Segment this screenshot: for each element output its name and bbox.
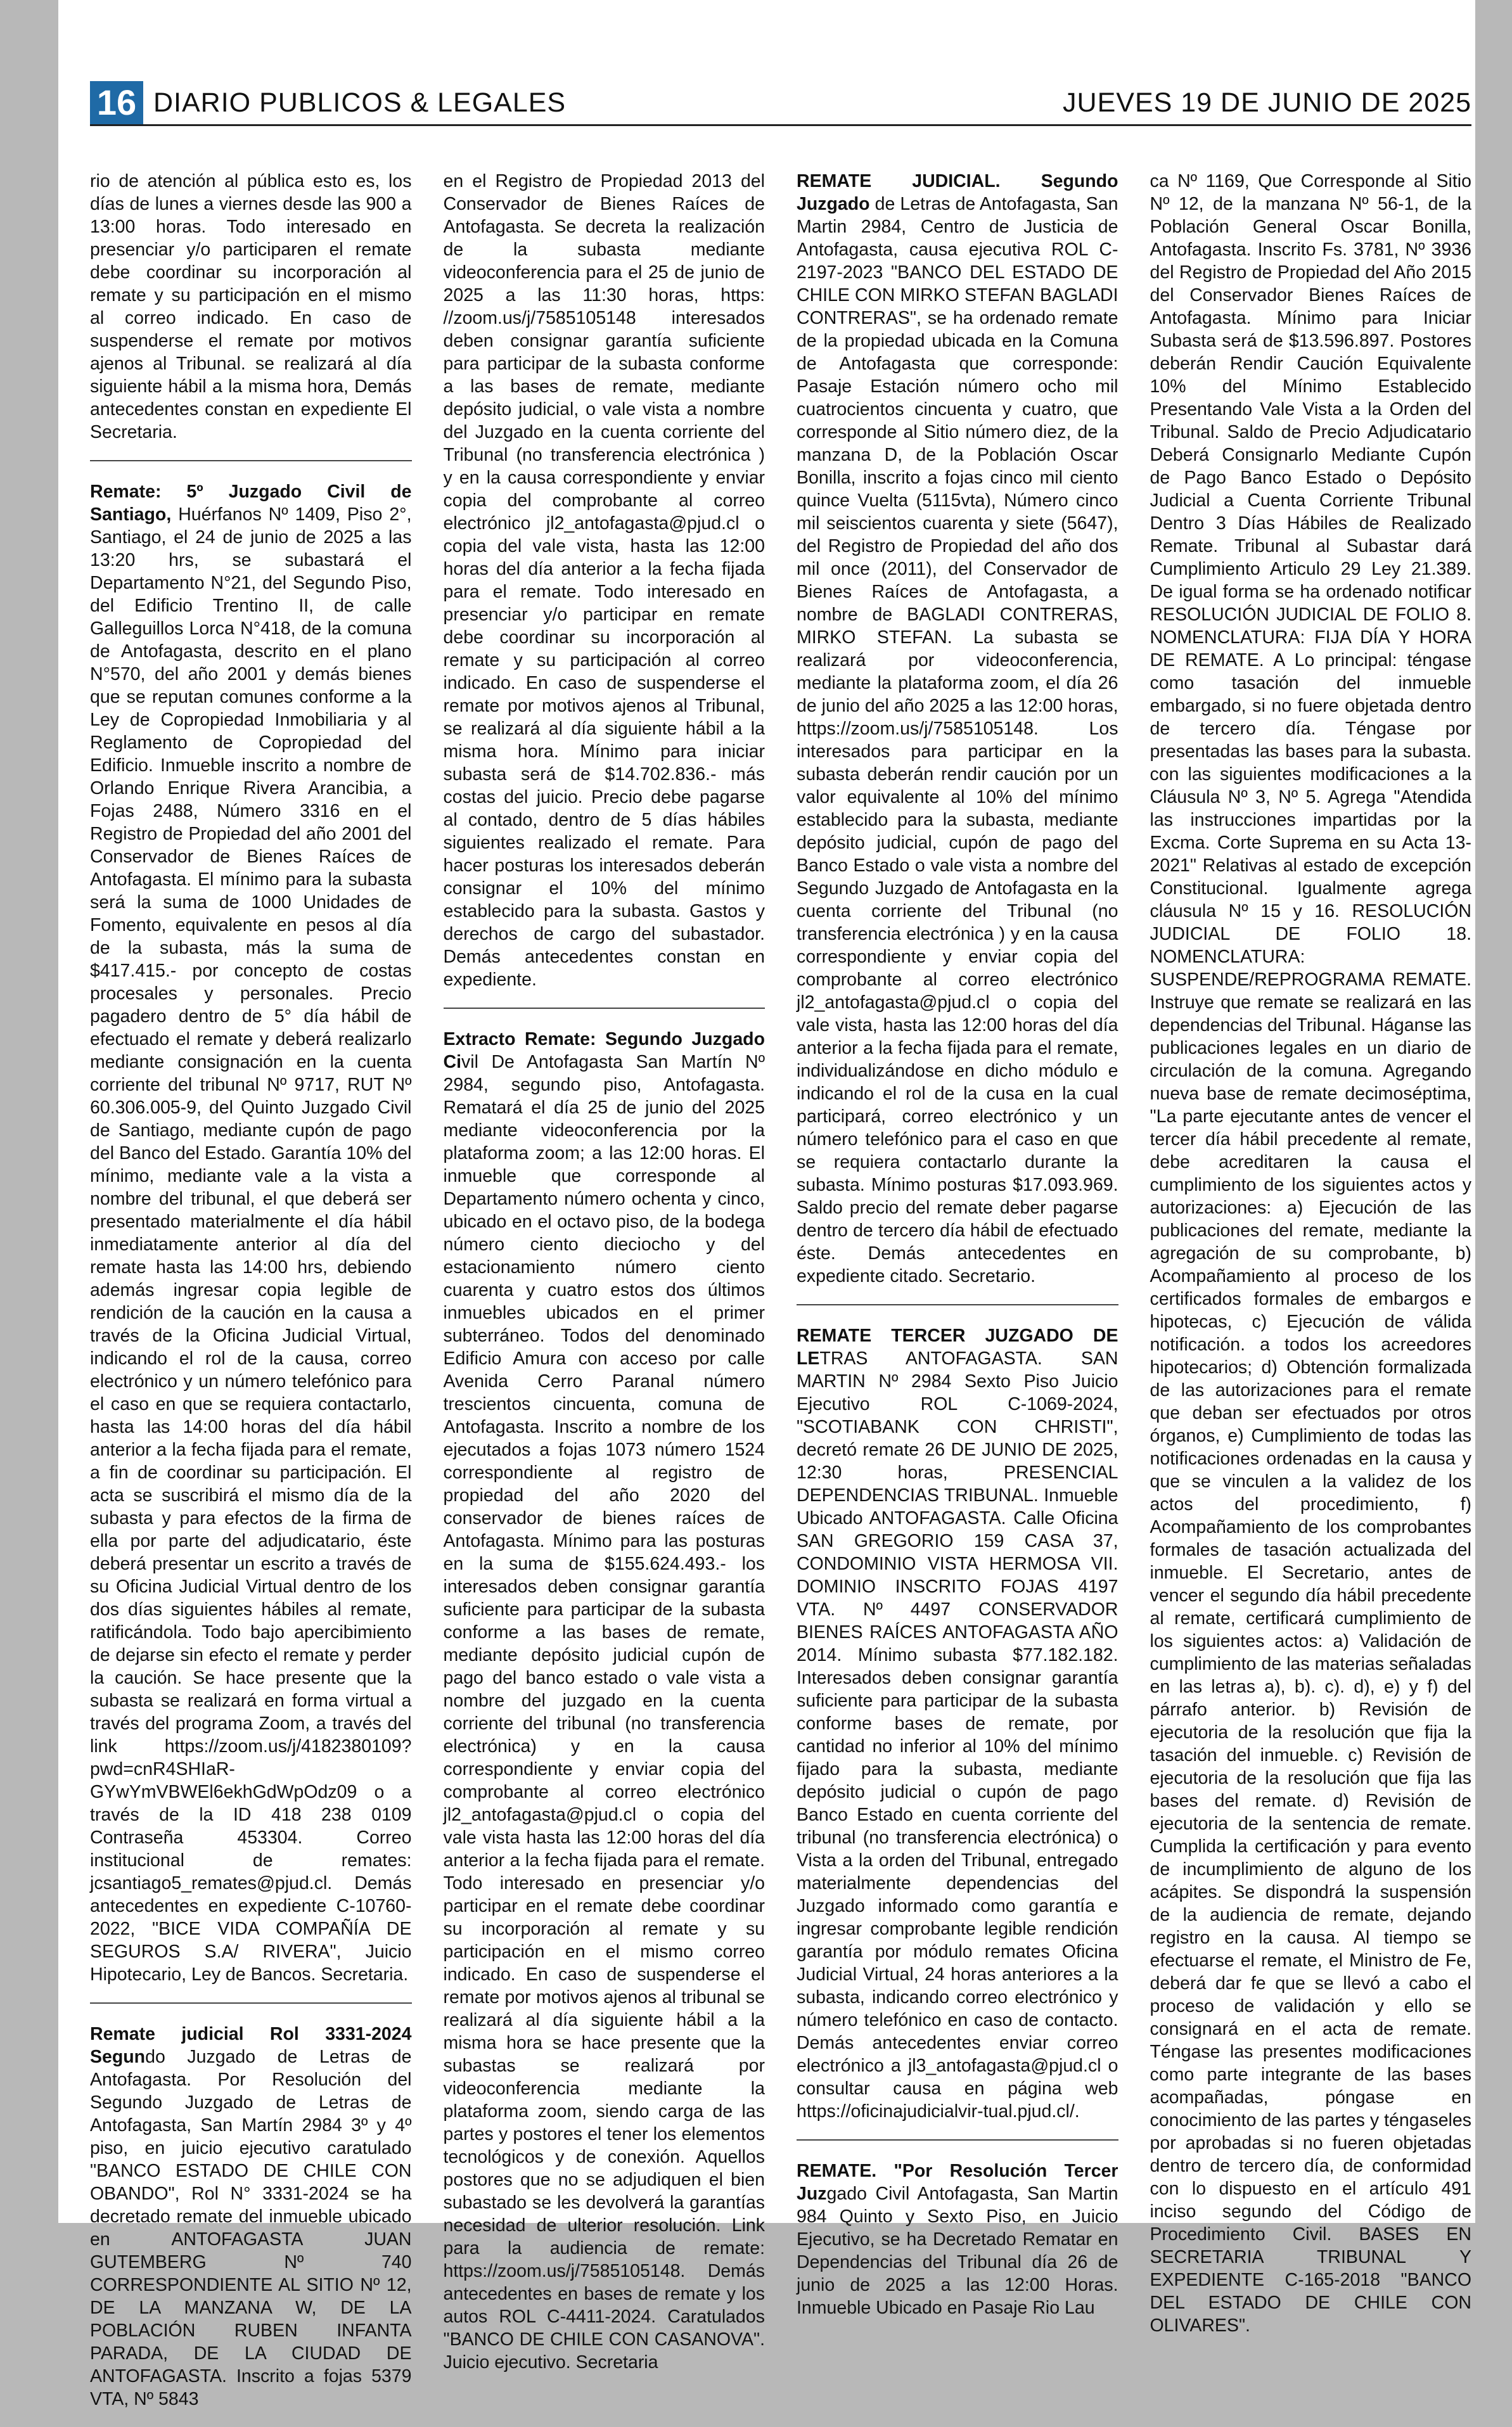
notice-separator <box>90 2002 412 2004</box>
notices-columns <box>90 170 1471 2409</box>
notice <box>797 170 1118 1288</box>
notice-body: vil De Antofagasta San Martín Nº 2984, segundo piso, Antofagasta. Rematará el día 25 de junio del 2025 mediante videoconferencia por la plataforma zoom; a las 12:00 horas. El inmueble que corresponde al Departamento número ochenta y cinco, ubicado en el octavo piso, de la bodega número ciento dieciocho y del estacionamiento número ciento cuarenta y cuatro estos dos últimos inmuebles ubicados en el primer subterráneo. Todos del denominado Edificio Amura con acceso por calle Avenida Cerro Paranal número trescientos cincuenta, comuna de Antofagasta. Inscrito a nombre de los ejecutados a fojas 1073 número 1524 correspondiente al registro de propiedad del año 2020 del conservador de bienes raíces de Antofagasta. Mínimo para las posturas en la suma de $155.624.493.- los interesados deben consignar garantía suficiente para participar de la subasta conforme a las bases de remate, mediante depósito judicial cupón de pago del banco estado o vale vista a nombre del juzgado en la cuenta corriente del tribunal (no transferencia electrónica) y en la causa correspondiente y enviar copia del comprobante al correo electrónico jl2_antofagasta@pjud.cl o copia del vale vista hasta las 12:00 horas del día anterior a la fecha fijada para el remate. Todo interesado en presenciar y/o participar en el remate debe coordinar su incorporación al remate y su participación en el mismo correo indicado. En caso de suspenderse el remate por motivos ajenos al tribunal se realizará al día siguiente hábil a la misma hora se hace presente que la subastas se realizará por videoconferencia mediante la plataforma zoom, siendo carga de las partes y postores el tener los elementos tecnológicos y de conexión. Aquellos postores que no se adjudiquen el bien subastado se les devolverá la garantías necesidad de ulterior resolución. Link para la audiencia de remate: https://zoom.us/j/7585105148. Demás antecedentes en bases de remate y los autos ROL C-4411-2024. Caratulados "BANCO DE CHILE CON CASANOVA". Juicio ejecutivo. Secretaria <box>443 1052 765 2373</box>
notice-title: Remate: 5º Juzgado Civil de Santiago, <box>90 482 412 525</box>
publication-name: DIARIO PUBLICOS & LEGALES <box>153 87 567 118</box>
notice-body: TRAS ANTOFAGASTA. SAN MARTIN Nº 2984 Sexto Piso Juicio Ejecutivo ROL C-1069-2024, "SCOTIABANK CON CHRISTI", decretó remate 26 DE JUNIO DE 2025, 12:30 horas, PRESENCIAL DEPENDENCIAS TRIBUNAL. Inmueble Ubicado ANTOFAGASTA. Calle Oficina SAN GREGORIO 159 CASA 37, CONDOMINIO VISTA HERMOSA VII. DOMINIO INSCRITO FOJAS 4197 VTA. Nº 4497 CONSERVADOR BIENES RAÍCES ANTOFAGASTA AÑO 2014. Mínimo subasta $77.182.182. Interesados deben consignar garantía suficiente para participar de la subasta conforme bases de remate, por cantidad no inferior al 10% del mínimo fijado para la subasta, mediante depósito judicial o cupón de pago Banco Estado en cuenta corriente del tribunal (no transferencia electrónica) o Vista a la orden del Tribunal, entregado materialmente dependencias del Juzgado informado como garantía e ingresar comprobante legible rendición garantía por módulo remates Oficina Judicial Virtual, 24 horas anteriores a la subasta, indicando correo electrónico y número telefónico en caso de contacto. Demás antecedentes enviar correo electrónico a jl3_antofagasta@pjud.cl o consultar causa en página web https://oficinajudicialvir-tual.pjud.cl/. <box>797 1348 1118 2122</box>
notice <box>90 2023 412 2411</box>
notice-body: do Juzgado de Letras de Antofagasta. Por Resolución del Segundo Juzgado de Letras de Antofagasta, San Martín 2984 3º y 4º piso, en juicio ejecutivo caratulado "BANCO ESTADO DE CHILE CON OBANDO", Rol N° 3331-2024 se ha decretado remate del inmueble ubicado en ANTOFAGASTA JUAN GUTEMBERG Nº 740 CORRESPONDIENTE AL SITIO Nº 12, DE LA MANZANA W, DE LA POBLACIÓN RUBEN INFANTA PARADA, DE LA CIUDAD DE ANTOFAGASTA. Inscrito a fojas 5379 VTA, Nº 5843 <box>90 2047 412 2409</box>
notice-title: REMATE. "Por Resolución Tercer Juz <box>797 2161 1118 2204</box>
notice-continuation: ca Nº 1169, Que Corresponde al Sitio Nº 12, de la manzana Nº 56-1, de la Población General Oscar Bonilla, Antofagasta. Inscrito Fs. 3781, Nº 3936 del Registro de Propiedad del Año 2015 del Conservador Bienes Raíces de Antofagasta. Mínimo para Iniciar Subasta será de $13.596.897. Postores deberán Rendir Caución Equivalente 10% del Mínimo Establecido Presentando Vale Vista a la Orden del Tribunal. Saldo de Precio Adjudicatario Deberá Consignarlo Mediante Cupón de Pago Banco Estado o Depósito Judicial a Cuenta Corriente Tribunal Dentro 3 Días Hábiles de Realizado Remate. Tribunal al Subastar dará Cumplimiento Articulo 29 Ley 21.389. De igual forma se ha ordenado notificar RESOLUCIÓN JUDICIAL DE FOLIO 8. NOMENCLATURA: FIJA DÍA Y HORA DE REMATE. A Lo principal: téngase como tasación del inmueble embargado, si no fuere objetada dentro de tercero día. Téngase por presentadas las bases para la subasta. con las siguientes modificaciones a la Cláusula Nº 3, Nº 5. Agrega "Atendida las instrucciones impartidas por la Excma. Corte Suprema en su Acta 13-2021" Relativas al estado de excepción Constitucional. Igualmente agrega cláusula Nº 15 y 16. RESOLUCIÓN JUDICIAL DE FOLIO 18. NOMENCLATURA: SUSPENDE/REPROGRAMA REMATE. Instruye que remate se realizará en las dependencias del Tribunal. Háganse las publicaciones legales en un diario de circulación de la comuna. Agregando nueva base de remate decimoséptima, "La parte ejecutante antes de vencer el tercer día hábil precedente al remate, debe acreditaren la causa el cumplimiento de los siguientes actos y autorizaciones: a) Ejecución de las publicaciones del remate, mediante la agregación de su comprobante, b) Acompañamiento al proceso de los certificados formales de embargos e hipotecas, c) Ejecución de válida notificación. a todos los acreedores hipotecarios; d) Obtención formalizada de las autorizaciones para el remate que deban ser efectuados por otros órganos, e) Cumplimiento de todas las notificaciones ordenadas en la causa y que se vinculen a la validez de los actos del procedimiento, f) Acompañamiento de los comprobantes formales de tasación actualizada del inmueble. El Secretario, antes de vencer el segundo día hábil precedente al remate, certificará cumplimiento de los siguientes actos: a) Validación de cumplimiento de las materias señaladas en las letras a), b). c). d), e) y f) del párrafo anterior. b) Revisión de ejecutoria de la resolución que fija la tasación del inmueble. c) Revisión de ejecutoria de la resolución que fija las bases del remate. d) Revisión de ejecutoria de la sentencia de remate. Cumplida la certificación y para evento de incumplimiento de alguno de los acápites. Se dispondrá la suspensión de la audiencia de remate, dejando registro en la causa. Al tiempo se efectuarse el remate, el Ministro de Fe, deberá dar fe que se llevó a cabo el proceso de validación y ello se consignará en el acta de remate. Téngase las presentes modificaciones como parte integrante de las bases acompañadas, póngase en conocimiento de las partes y téngaseles por aprobadas si no fueren objetadas dentro de tercero día, de conformidad con lo dispuesto en el artículo 491 inciso segundo del Código de Procedimiento Civil. BASES EN SECRETARIA TRIBUNAL Y EXPEDIENTE C-165-2018 "BANCO DEL ESTADO DE CHILE CON OLIVARES". <box>1150 171 1471 2336</box>
notice-body: Huérfanos Nº 1409, Piso 2°, Santiago, el 24 de junio de 2025 a las 13:20 hrs, se subastará el Departamento N°21, del Segundo Piso, del Edificio Trentino II, de calle Galleguillos Lorca N°418, de la comuna de Antofagasta, descrito en el plano N°570, del año 2001 y demás bienes que se reputan comunes conforme a la Ley de Copropiedad Inmobiliaria y al Reglamento de Copropiedad del Edificio. Inmueble inscrito a nombre de Orlando Enrique Rivera Arancibia, a Fojas 2488, Número 3316 en el Registro de Propiedad del año 2001 del Conservador de Bienes Raíces de Antofagasta. El mínimo para la subasta será la suma de 1000 Unidades de Fomento, equivalente en pesos al día de la subasta, más la suma de $417.415.- por concepto de costas procesales y personales. Precio pagadero dentro de 5° día hábil de efectuado el remate y deberá realizarlo mediante consignación en la cuenta corriente del tribunal Nº 9717, RUT Nº 60.306.005-9, del Quinto Juzgado Civil de Santiago, mediante cupón de pago del Banco del Estado. Garantía 10% del mínimo, mediante vale a la vista a nombre del tribunal, el que deberá ser presentado materialmente el día hábil inmediatamente anterior al día del remate hasta las 14:00 hrs, debiendo además ingresar copia legible de rendición de la caución en la causa a través de la Oficina Judicial Virtual, indicando el rol de la causa, correo electrónico y un número telefónico para el caso en que se requiera contactarlo, hasta las 14:00 horas del día hábil anterior a la fecha fijada para el remate, a fin de coordinar su participación. El acta se suscribirá el mismo día de la subasta y para efectos de la firma de ella por parte del adjudicatario, éste deberá presentar un escrito a través de su Oficina Judicial Virtual dentro de los dos días siguientes hábiles al remate, ratificándola. Todo bajo apercibimiento de dejarse sin efecto el remate y perder la caución. Se hace presente que la subasta se realizará en forma virtual a través del programa Zoom, a través del link https://zoom.us/j/4182380109?pwd=cnR4SHIaR-GYwYmVBWEl6ekhGdWpOdz09 o a través de la ID 418 238 0109 Contraseña 453304. Correo institucional de remates: jcsantiago5_remates@pjud.cl. Demás antecedentes en expediente C-10760-2022, "BICE VIDA COMPAÑÍA DE SEGUROS S.A/ RIVERA", Juicio Hipotecario, Ley de Bancos. Secretaria. <box>90 504 412 1985</box>
notice-title: REMATE JUDICIAL. Segundo Juzgado <box>797 171 1118 214</box>
page-number: 16 <box>90 81 143 124</box>
notice-body: gado Civil Antofagasta, San Martin 984 Quinto y Sexto Piso, en Juicio Ejecutivo, se ha Decretado Rematar en Dependencias del Tribunal día 26 de junio de 2025 a las 12:00 Horas. Inmueble Ubicado en Pasaje Rio Lau <box>797 2184 1118 2318</box>
column-4 <box>1150 170 1472 2427</box>
publication-date: JUEVES 19 DE JUNIO DE 2025 <box>1063 87 1471 118</box>
column-3 <box>797 170 1118 2427</box>
notice-continuation: rio de atención al pública esto es, los días de lunes a viernes desde las 900 a 13:00 horas. Todo interesado en presenciar y/o participaren el remate debe coordinar su incorporación al remate y su participación en el mismo al correo indicado. En caso de suspenderse el remate por motivos ajenos al Tribunal. se realizará al día siguiente hábil a la misma hora, Demás antecedentes constan en expediente El Secretaria. <box>90 171 412 442</box>
notice <box>444 1028 766 2374</box>
notice-separator <box>797 2139 1118 2141</box>
column-2 <box>444 170 766 2427</box>
notice <box>90 480 412 1986</box>
notice-continuation: en el Registro de Propiedad 2013 del Conservador de Bienes Raíces de Antofagasta. Se decreta la realización de la subasta mediante videoconferencia para el 25 de junio de 2025 a las 11:30 horas, https: //zoom.us/j/7585105148 interesados deben consignar garantía suficiente para participar de la subasta conforme a las bases de remate, mediante depósito judicial, o vale vista a nombre del Juzgado en la cuenta corriente del Tribunal (no transferencia electrónica ) y en la causa correspondiente y enviar copia del comprobante al correo electrónico jl2_antofagasta@pjud.cl o copia del vale vista, hasta las 12:00 horas del día anterior a la fecha fijada para el remate. Todo interesado en presenciar y/o participar en remate debe coordinar su incorporación al remate y su participación al correo indicado. En caso de suspenderse el remate por motivos ajenos al Tribunal, se realizará al día siguiente hábil a la misma hora. Mínimo para iniciar subasta será de $14.702.836.- más costas del juicio. Precio debe pagarse al contado, dentro de 5 días hábiles siguientes realizado el remate. Para hacer posturas los interesados deberán consignar el 10% del mínimo establecido para la subasta. Gastos y derechos de cargo del subastador. Demás antecedentes constan en expediente. <box>443 171 765 990</box>
notice-separator <box>797 1304 1118 1305</box>
newspaper-page <box>58 0 1475 2409</box>
notice-separator <box>90 460 412 461</box>
notice <box>797 1324 1118 2123</box>
notice <box>797 2160 1118 2319</box>
column-1 <box>90 170 412 2427</box>
notice-separator <box>444 1008 766 1009</box>
page-header <box>90 81 1471 126</box>
notice-title: REMATE TERCER JUZGADO DE LE <box>797 1326 1118 1369</box>
notice-title: Remate judicial Rol 3331-2024 Segun <box>90 2024 412 2067</box>
notice-title: Extracto Remate: Segundo Juzgado Ci <box>443 1029 765 1072</box>
notice-body: de Letras de Antofagasta, San Martin 2984, Centro de Justicia de Antofagasta, causa ejecutiva ROL C-2197-2023 "BANCO DEL ESTADO DE CHILE CON MIRKO STEFAN BAGLADI CONTRERAS", se ha ordenado remate de la propiedad ubicada en la Comuna de Antofagasta que corresponde: Pasaje Estación número ocho mil cuatrocientos cincuenta y cuatro, que corresponde al Sitio número diez, de la manzana D, de la Población Oscar Bonilla, inscrito a fojas cinco mil ciento quince Vuelta (5115vta), Número cinco mil seiscientos cuarenta y siete (5647), del Registro de Propiedad del año dos mil once (2011), del Conservador de Bienes Raíces de Antofagasta, a nombre de BAGLADI CONTRERAS, MIRKO STEFAN. La subasta se realizará por videoconferencia, mediante la plataforma zoom, el día 26 de junio del año 2025 a las 12:00 horas, https://zoom.us/j/7585105148. Los interesados para participar en la subasta deberán rendir caución por un valor equivalente al 10% del mínimo establecido para la subasta, mediante depósito judicial, cupón de pago del Banco Estado o vale vista a nombre del Segundo Juzgado de Antofagasta en la cuenta corriente del Tribunal (no transferencia electrónica ) y en la causa correspondiente y enviar copia del comprobante al correo electrónico jl2_antofagasta@pjud.cl o copia del vale vista, hasta las 12:00 horas del día anterior a la fecha fijada para el remate, individualizándose en dicho módulo e indicando el rol de la cusa en la cual participará, correo electrónico y un número telefónico para el caso en que se requiera contactarlo durante la subasta. Mínimo posturas $17.093.969. Saldo precio del remate deber pagarse dentro de tercero día hábil de efectuado éste. Demás antecedentes en expediente citado. Secretario. <box>797 194 1118 1286</box>
